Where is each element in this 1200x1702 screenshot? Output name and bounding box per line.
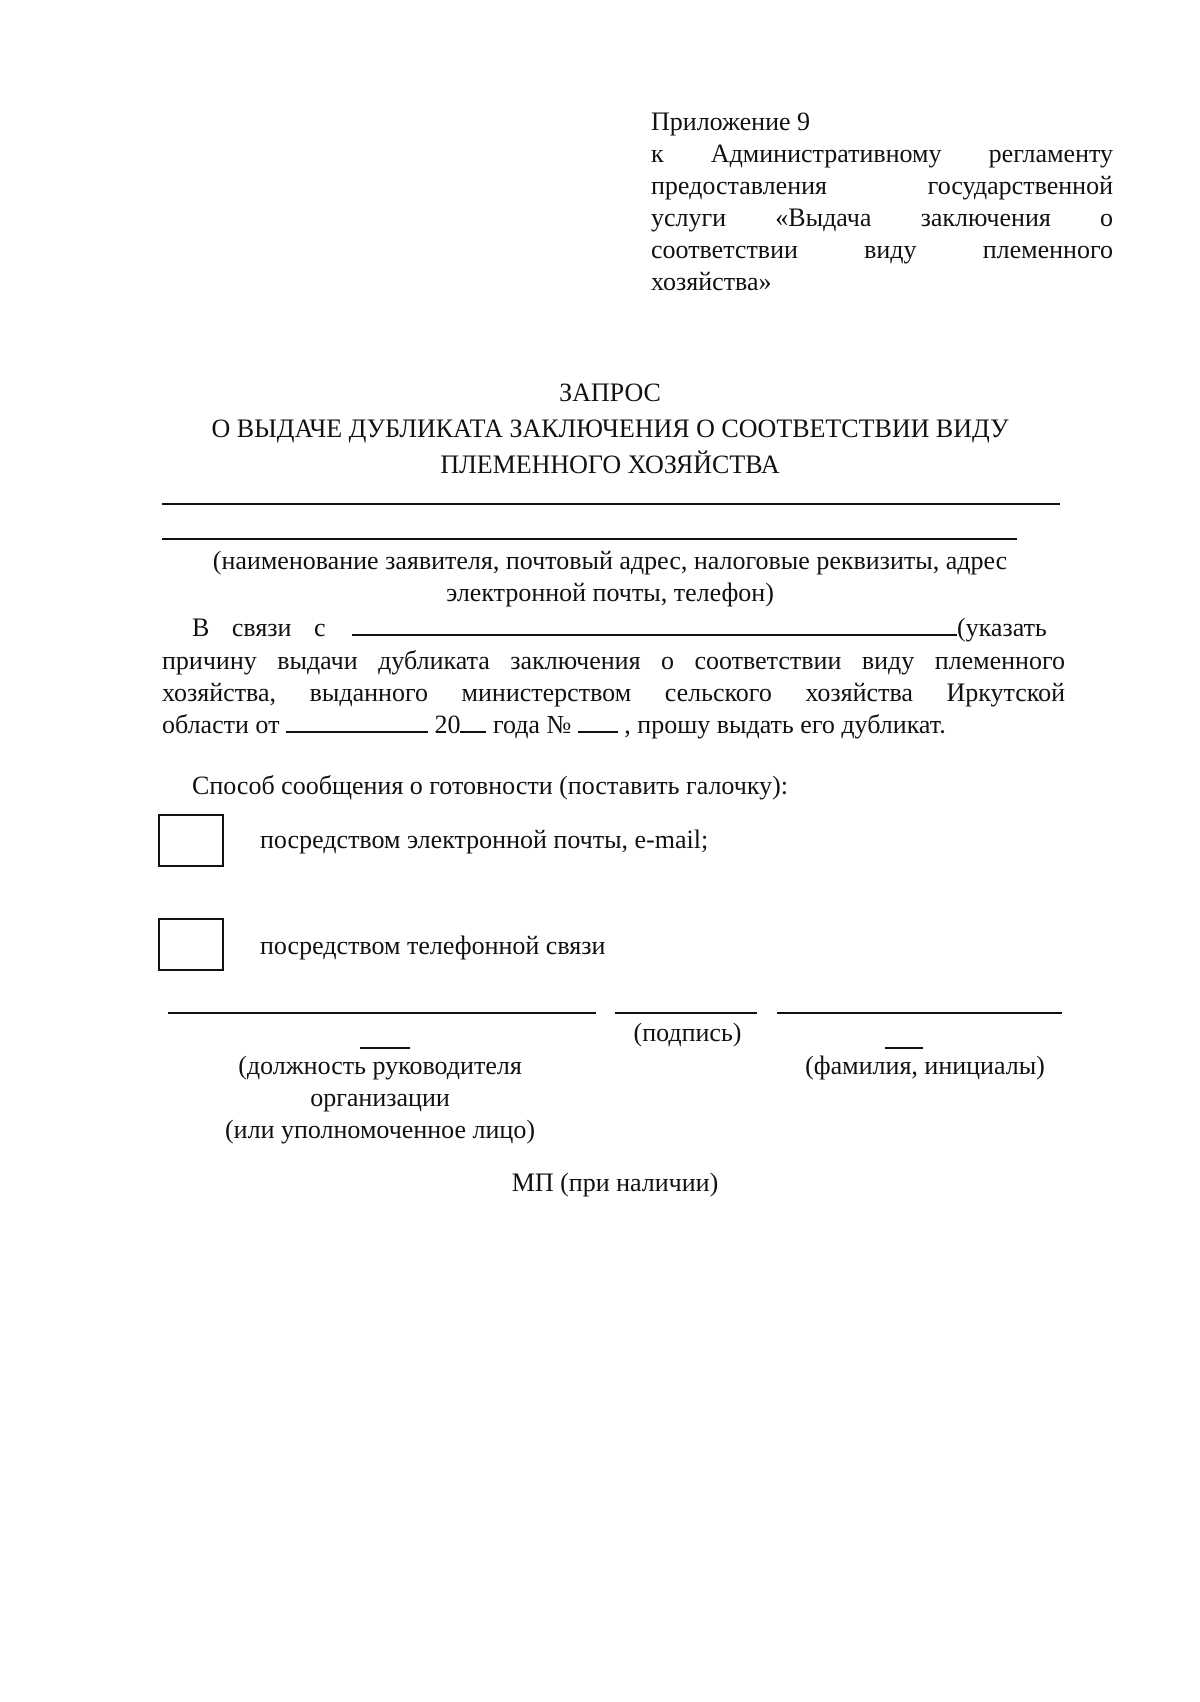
- year-field-line[interactable]: [460, 709, 486, 733]
- stamp-label: МП (при наличии): [511, 1168, 719, 1197]
- date-field-line[interactable]: [286, 709, 428, 733]
- body-line-4: [162, 709, 1065, 741]
- phone-checkbox[interactable]: [158, 918, 224, 971]
- appendix-block: [651, 106, 1113, 298]
- document-title: [150, 375, 1070, 483]
- title-line: ЗАПРОС: [559, 378, 661, 407]
- body-line-2: причину выдачи дубликата заключения о соответствии виду племенного: [162, 646, 1065, 675]
- position-caption-line: организации: [310, 1083, 450, 1112]
- number-field-line[interactable]: [578, 709, 618, 733]
- in-connection-text: В связи с: [192, 613, 326, 642]
- caption-line: электронной почты, телефон): [446, 578, 774, 607]
- year-number-text: года №: [492, 710, 572, 739]
- year-prefix: 20: [434, 710, 461, 739]
- position-caption: [200, 1050, 560, 1146]
- appendix-line: соответствии виду племенного: [651, 235, 1113, 264]
- appendix-number: Приложение 9: [651, 107, 811, 136]
- appendix-line: хозяйства»: [651, 267, 772, 296]
- title-line: О ВЫДАЧЕ ДУБЛИКАТА ЗАКЛЮЧЕНИЯ О СООТВЕТСТВИИ ВИДУ: [211, 414, 1009, 443]
- applicant-field-line[interactable]: [162, 538, 1017, 540]
- notification-heading: Способ сообщения о готовности (поставить галочку):: [192, 771, 788, 800]
- signature-field-line[interactable]: [615, 1012, 757, 1014]
- position-caption-line: (должность руководителя: [238, 1051, 522, 1080]
- caption-line: (наименование заявителя, почтовый адрес, налоговые реквизиты, адрес: [212, 546, 1008, 575]
- phone-option-label: посредством телефонной связи: [260, 931, 606, 960]
- appendix-line: услуги «Выдача заключения о: [651, 203, 1113, 232]
- appendix-line: к Административному регламенту: [651, 139, 1113, 168]
- applicant-field-line[interactable]: [162, 503, 1060, 505]
- name-short-line: [885, 1047, 923, 1049]
- applicant-caption: [160, 545, 1060, 609]
- position-field-line[interactable]: [168, 1012, 596, 1014]
- position-caption-line: (или уполномоченное лицо): [225, 1115, 535, 1144]
- email-option-label: посредством электронной почты, e-mail;: [260, 825, 709, 854]
- body-line-1: [192, 612, 1067, 644]
- email-checkbox[interactable]: [158, 814, 224, 867]
- from-text: области от: [162, 710, 280, 739]
- position-short-line: [360, 1047, 410, 1049]
- body-line-3: хозяйства, выданного министерством сельского хозяйства Иркутской: [162, 678, 1065, 707]
- signature-caption: (подпись): [633, 1018, 742, 1047]
- name-field-line[interactable]: [777, 1012, 1062, 1014]
- reason-field-line[interactable]: [352, 612, 957, 636]
- request-text: , прошу выдать его дубликат.: [624, 710, 946, 739]
- title-line: ПЛЕМЕННОГО ХОЗЯЙСТВА: [440, 450, 780, 479]
- appendix-line: предоставления государственной: [651, 171, 1113, 200]
- specify-text: (указать: [957, 613, 1047, 642]
- name-caption: (фамилия, инициалы): [805, 1051, 1045, 1080]
